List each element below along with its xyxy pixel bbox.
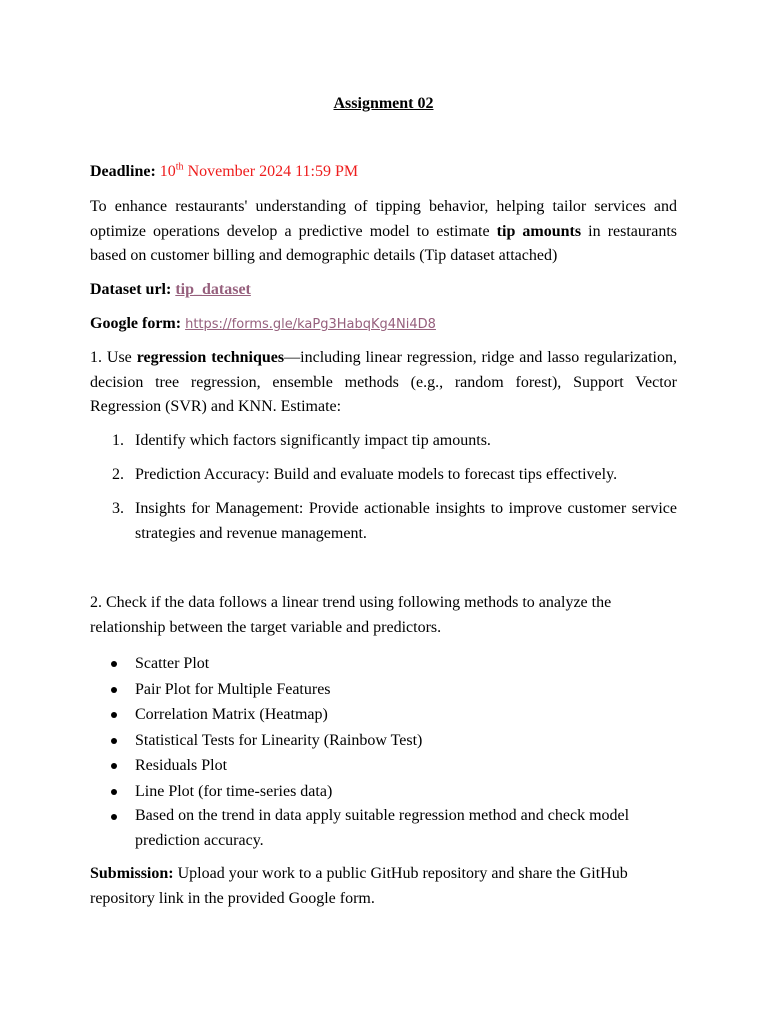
list-item — [90, 497, 677, 546]
submission-text: Upload your work to a public GitHub repository and share the GitHub repository link in the provided Google form. — [90, 865, 628, 907]
bullet-item — [90, 728, 677, 754]
list-item-number: 2. — [112, 466, 124, 483]
google-form-link[interactable]: https://forms.gle/kaPg3HabqKg4Ni4D8 — [185, 317, 436, 332]
list-item — [90, 429, 677, 454]
bullet-dot — [111, 738, 117, 744]
list-item-text: Identify which factors significantly impact tip amounts. — [135, 432, 491, 449]
bullet-text: Statistical Tests for Linearity (Rainbow Test) — [135, 731, 423, 749]
task2-paragraph: 2. Check if the data follows a linear trend using following methods to analyze the relationship between the target variable and predictors. — [90, 594, 612, 636]
task1-rest: —including linear regression, ridge and lasso regularization, decision tree regression, ensemble methods (e.g., random forest), Support Vector Regression (SVR) and KNN. Estimate: — [90, 349, 678, 415]
list-item-text: Prediction Accuracy: Build and evaluate models to forecast tips effectively. — [135, 466, 618, 483]
bullet-dot — [111, 789, 117, 795]
bullet-dot — [111, 712, 117, 718]
dataset-label: Dataset url: — [90, 281, 172, 298]
intro-text-1: To enhance restaurants' understanding of tipping behavior, helping tailor services and optimize operations develop a predictive model to estimate — [90, 198, 677, 240]
deadline-day: 10 — [159, 163, 176, 180]
bullet-item — [90, 677, 677, 703]
task1-paragraph — [90, 346, 677, 420]
bullet-dot — [111, 661, 117, 667]
bullet-item — [90, 753, 677, 779]
google-form-line — [90, 312, 677, 338]
intro-bold: tip amounts — [496, 222, 582, 240]
deadline-label: Deadline: — [90, 163, 156, 180]
intro-paragraph — [90, 195, 677, 269]
submission-paragraph — [90, 862, 650, 911]
google-form-label: Google form: — [90, 315, 182, 332]
bullet-text: Residuals Plot — [135, 757, 228, 774]
dataset-link[interactable]: tip_dataset — [175, 281, 251, 298]
bullet-text: Scatter Plot — [135, 655, 210, 672]
task1-prefix: 1. Use — [90, 349, 137, 366]
intro-text-2: in restaurants based on customer billing and demographic details (Tip dataset attached) — [90, 222, 678, 264]
bullet-item — [90, 804, 677, 853]
deadline-day-suffix: th — [175, 161, 184, 173]
bullet-dot — [111, 687, 117, 693]
list-item-number: 3. — [112, 500, 124, 517]
bullet-item — [90, 702, 677, 728]
deadline-date — [160, 163, 358, 180]
page-title: Assignment 02 — [333, 95, 434, 112]
list-item-number: 1. — [112, 432, 124, 449]
list-item — [90, 463, 677, 488]
bullet-dot — [111, 763, 117, 769]
dataset-line — [90, 278, 677, 303]
list-item-text: Insights for Management: Provide actionable insights to improve customer service strategies and revenue management. — [135, 500, 677, 542]
submission-label: Submission: — [90, 865, 174, 882]
bullet-text: Pair Plot for Multiple Features — [135, 680, 331, 698]
task1-bold: regression techniques — [136, 349, 285, 366]
task2-bullet-list — [90, 651, 677, 853]
task1-list — [90, 429, 677, 546]
bullet-text: Based on the trend in data apply suitable regression method and check model prediction accuracy. — [135, 807, 630, 849]
deadline-line — [90, 160, 677, 185]
bullet-item — [90, 651, 677, 677]
bullet-dot — [111, 814, 117, 820]
deadline-rest: November 2024 11:59 PM — [183, 163, 359, 180]
bullet-text: Correlation Matrix (Heatmap) — [135, 706, 328, 723]
bullet-text: Line Plot (for time-series data) — [135, 782, 333, 800]
bullet-item — [90, 779, 677, 805]
